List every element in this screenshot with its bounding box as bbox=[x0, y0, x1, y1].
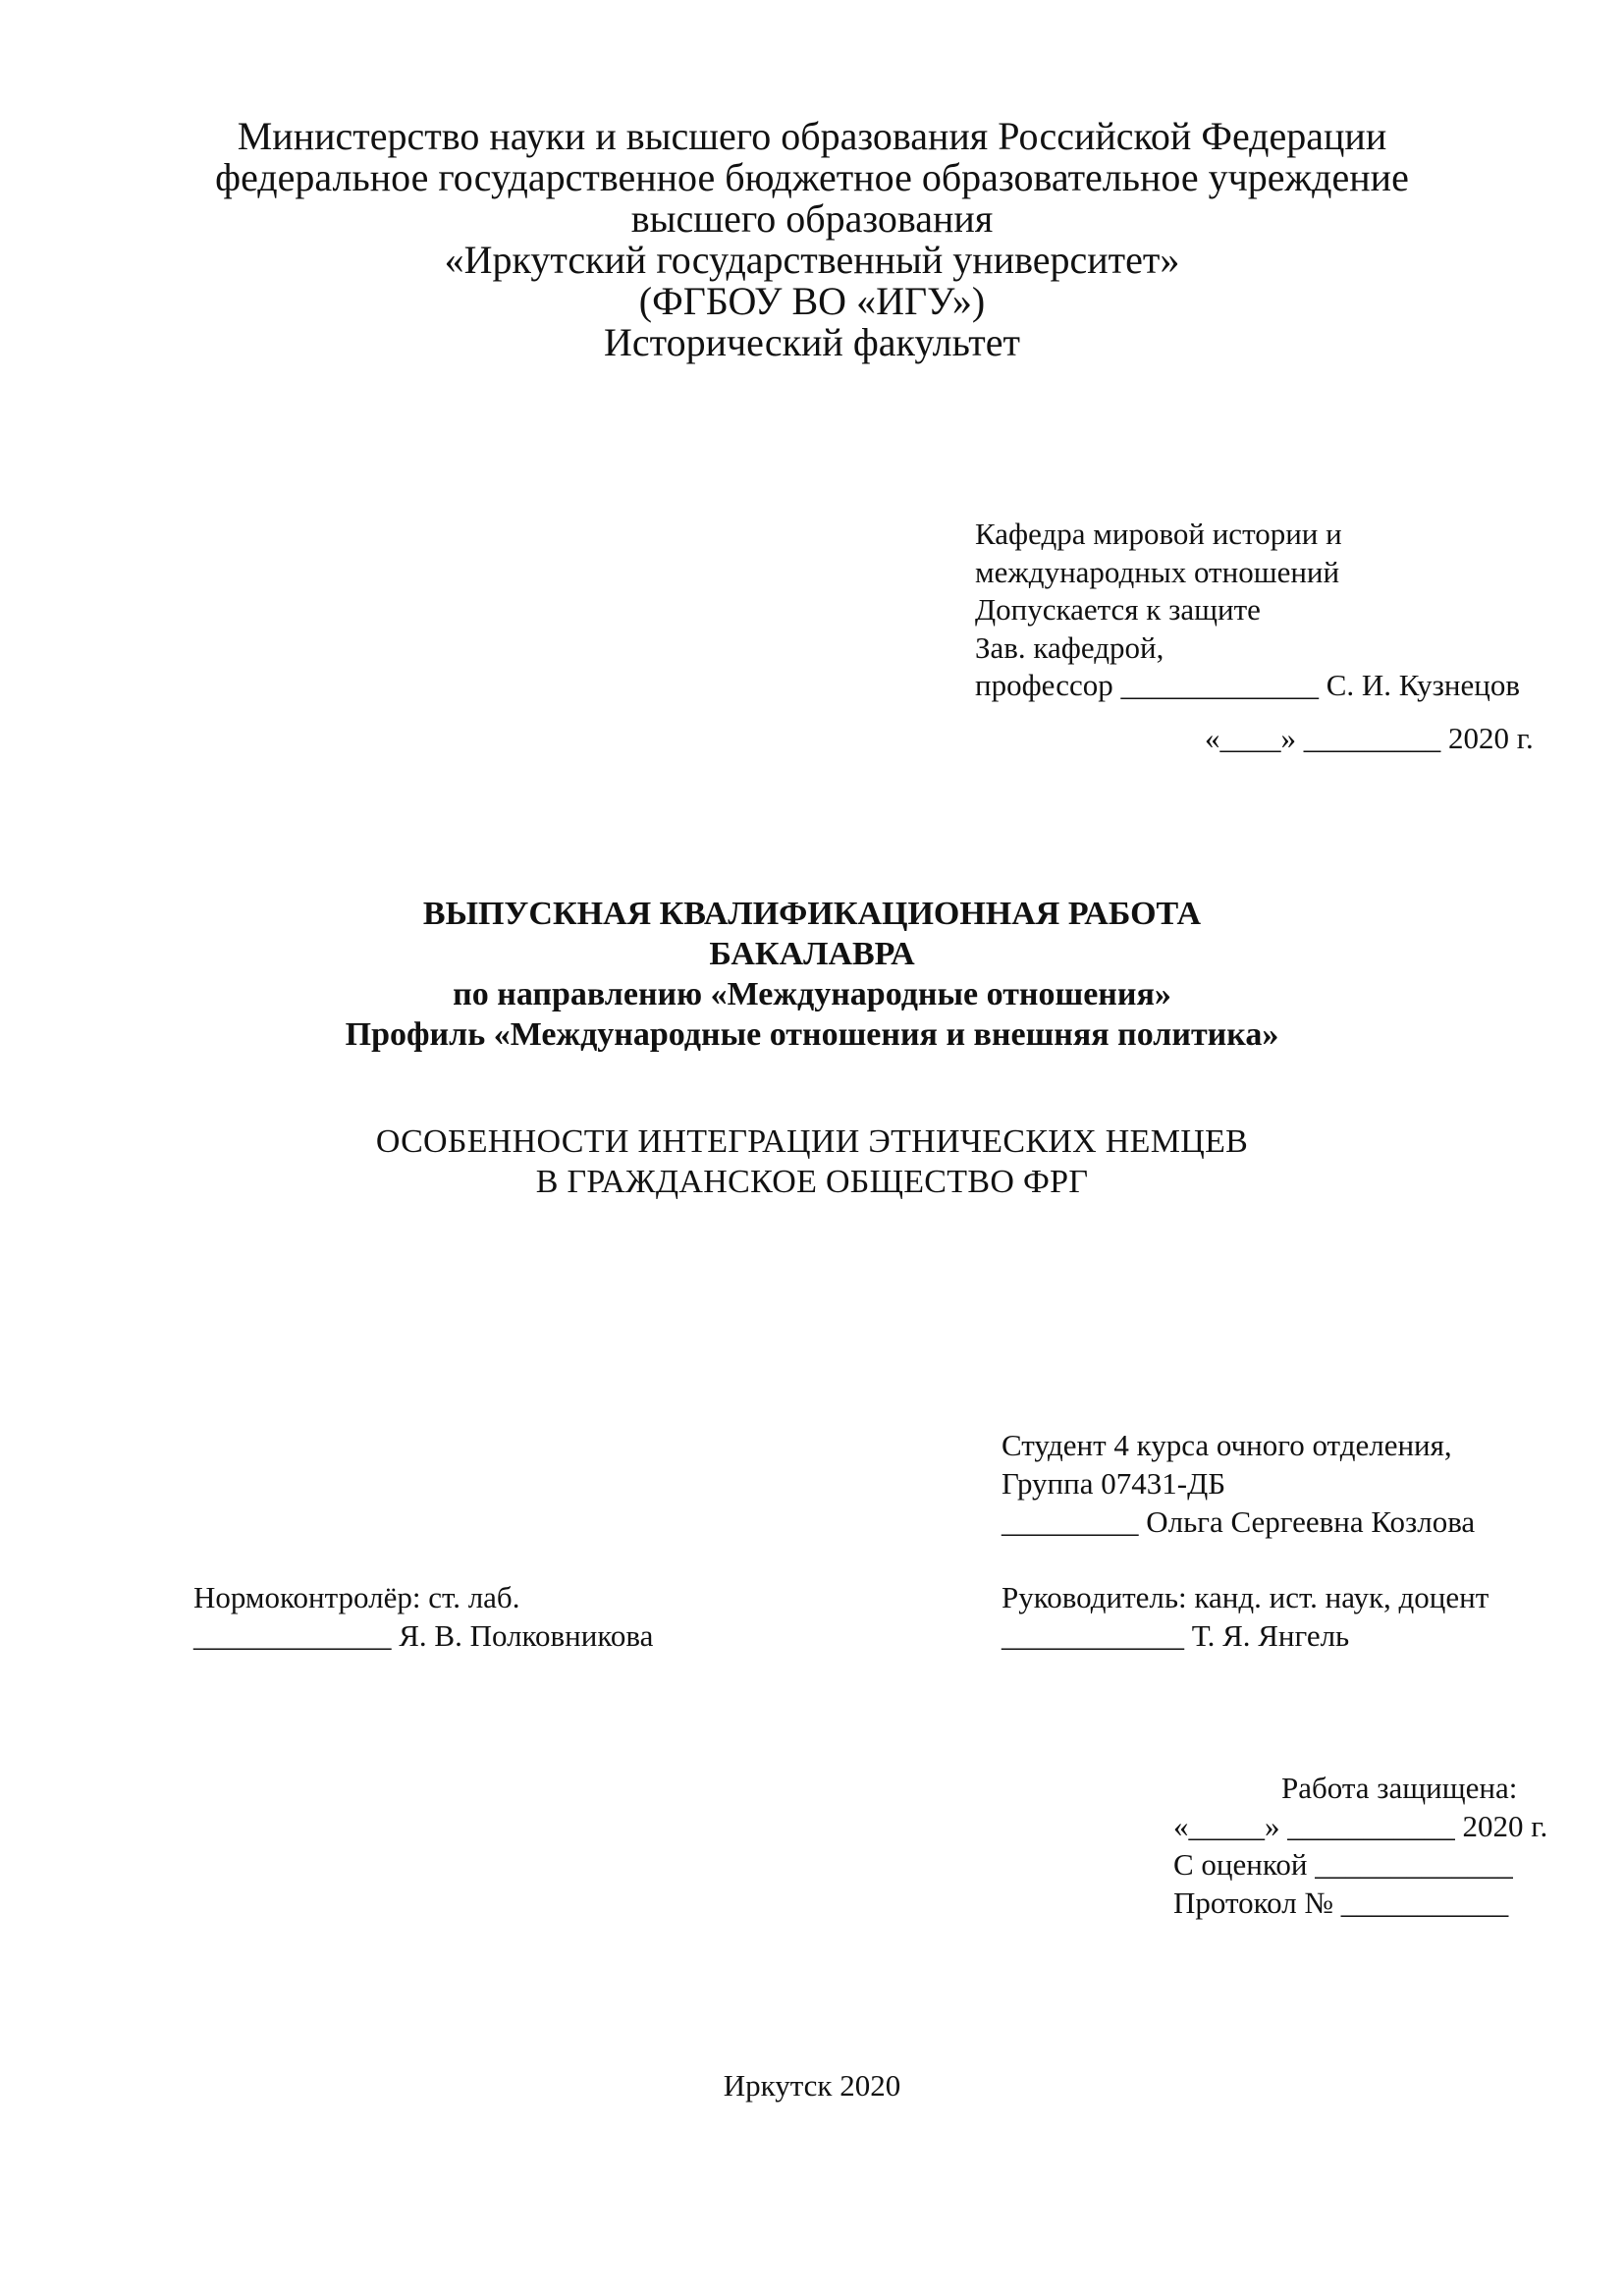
topic-line-2: В ГРАЖДАНСКОЕ ОБЩЕСТВО ФРГ bbox=[535, 1164, 1089, 1200]
faculty-line: Исторический факультет bbox=[603, 320, 1021, 364]
direction-line: по направлению «Международные отношения» bbox=[453, 976, 1171, 1012]
profile-line: Профиль «Международные отношения и внешняя политика» bbox=[345, 1016, 1279, 1053]
approval-date: «____» _________ 2020 г. bbox=[1205, 721, 1534, 755]
institution-header bbox=[0, 116, 1624, 363]
work-title bbox=[0, 894, 1624, 1055]
supervisor-info bbox=[1001, 1578, 1489, 1655]
institution-type-line: федеральное государственное бюджетное образовательное учреждение bbox=[215, 155, 1409, 199]
student-group-line: Группа 07431-ДБ bbox=[1001, 1466, 1226, 1501]
department-line-1: Кафедра мировой истории и bbox=[975, 517, 1342, 551]
thesis-topic bbox=[0, 1121, 1624, 1202]
work-type-line: ВЫПУСКНАЯ КВАЛИФИКАЦИОННАЯ РАБОТА bbox=[422, 896, 1202, 932]
student-info bbox=[1001, 1426, 1475, 1541]
defense-status-line: Работа защищена: bbox=[1281, 1771, 1518, 1805]
department-approval bbox=[975, 516, 1520, 705]
university-name-line: «Иркутский государственный университет» bbox=[444, 238, 1180, 282]
student-course-line: Студент 4 курса очного отделения, bbox=[1001, 1428, 1452, 1462]
topic-line-1: ОСОБЕННОСТИ ИНТЕГРАЦИИ ЭТНИЧЕСКИХ НЕМЦЕВ bbox=[375, 1123, 1249, 1160]
normcontrol-signature-line: _____________ Я. В. Полковникова bbox=[193, 1618, 654, 1653]
normcontrol-info bbox=[193, 1578, 653, 1655]
degree-line: БАКАЛАВРА bbox=[709, 936, 915, 972]
city-year: Иркутск 2020 bbox=[723, 2068, 901, 2103]
defense-date-line: «_____» ___________ 2020 г. bbox=[1173, 1809, 1548, 1843]
education-level-line: высшего образования bbox=[630, 196, 994, 241]
normcontrol-title-line: Нормоконтролёр: ст. лаб. bbox=[193, 1580, 520, 1614]
university-abbr-line: (ФГБОУ ВО «ИГУ») bbox=[638, 279, 986, 323]
defense-info bbox=[1173, 1769, 1547, 1922]
supervisor-signature-line: ____________ Т. Я. Янгель bbox=[1001, 1618, 1350, 1653]
ministry-line: Министерство науки и высшего образования Российской Федерации bbox=[237, 114, 1387, 158]
protocol-line: Протокол № ___________ bbox=[1173, 1885, 1509, 1920]
head-of-department-line: Зав. кафедрой, bbox=[975, 629, 1164, 665]
supervisor-title-line: Руководитель: канд. ист. наук, доцент bbox=[1001, 1580, 1489, 1614]
professor-signature-line: профессор _____________ С. И. Кузнецов bbox=[975, 668, 1520, 702]
student-signature-line: _________ Ольга Сергеевна Козлова bbox=[1001, 1504, 1476, 1539]
grade-line: С оценкой _____________ bbox=[1173, 1847, 1513, 1882]
admission-line: Допускается к защите bbox=[975, 592, 1261, 627]
department-line-2: международных отношений bbox=[975, 554, 1340, 589]
